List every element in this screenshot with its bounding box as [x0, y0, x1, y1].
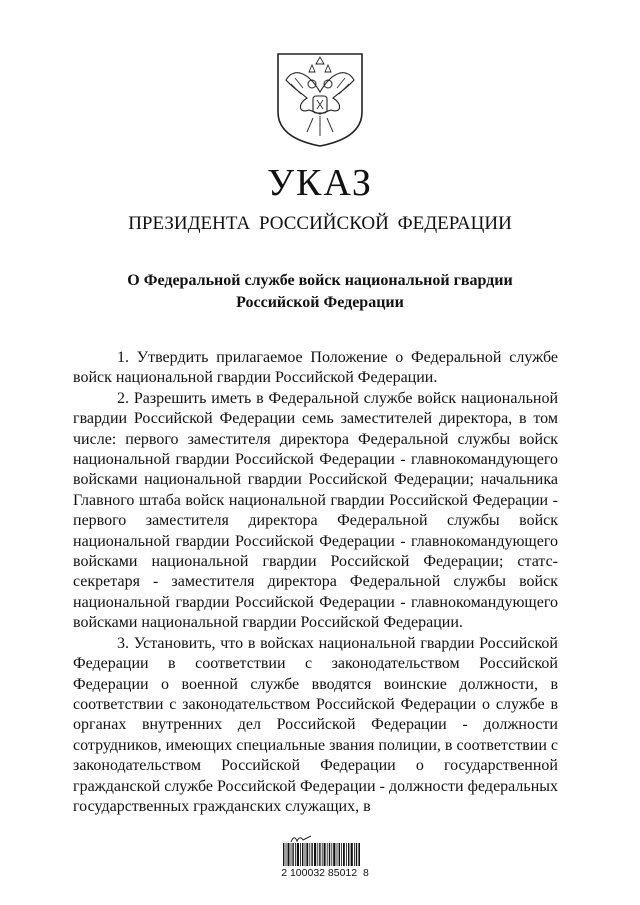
decree-title: УКАЗ — [267, 162, 373, 204]
document-heading — [60, 270, 580, 314]
document-heading-line-1: О Федеральной службе войск национальной гвардии — [127, 272, 513, 289]
barcode-number: 2 100032 85012 8 — [281, 867, 369, 879]
document-heading-line-2: Российской Федерации — [236, 294, 404, 311]
paragraph-3: 3. Установить, что в войсках национальной гвардии Российской Федерации в соответствии с законодательством Российской Федерации о военной службе вводятся воинские должности, в соответствии с законодательством Российской Федерации о службе в органах внутренних дел Российской Федерации - должности сотрудников, имеющих специальные звания полиции, в соответствии с законодательством Российской Федерации о государственной гражданской службе Российской Федерации - должности федеральных государственных гражданских служащих, в — [73, 634, 558, 815]
signature-mark-icon — [290, 833, 312, 843]
document-body — [73, 348, 558, 817]
coat-of-arms-icon — [273, 52, 367, 148]
paragraph-2: 2. Разрешить иметь в Федеральной службе войск национальной гвардии Российской Федерации семь заместителей директора, в том числе: первого заместителя директора Федеральной службы войск национальной гвардии Российской Федерации - главнокомандующего войсками национальной гвардии Российской Федерации; начальника Главного штаба войск национальной гвардии Российской Федерации - первого заместителя директора Федеральной службы войск национальной гвардии Российской Федерации - главнокомандующего войсками национальной гвардии Российской Федерации; статс-секретаря - заместителя директора Федеральной службы войск национальной гвардии Российской Федерации - главнокомандующего войсками национальной гвардии Российской Федерации. — [73, 389, 558, 632]
state-emblem — [273, 52, 367, 148]
issuer-subtitle: ПРЕЗИДЕНТА РОССИЙСКОЙ ФЕДЕРАЦИИ — [128, 213, 512, 234]
paragraph-1: 1. Утвердить прилагаемое Положение о Федеральной службе войск национальной гвардии Российской Федерации. — [73, 349, 558, 387]
barcode-icon — [283, 843, 360, 866]
